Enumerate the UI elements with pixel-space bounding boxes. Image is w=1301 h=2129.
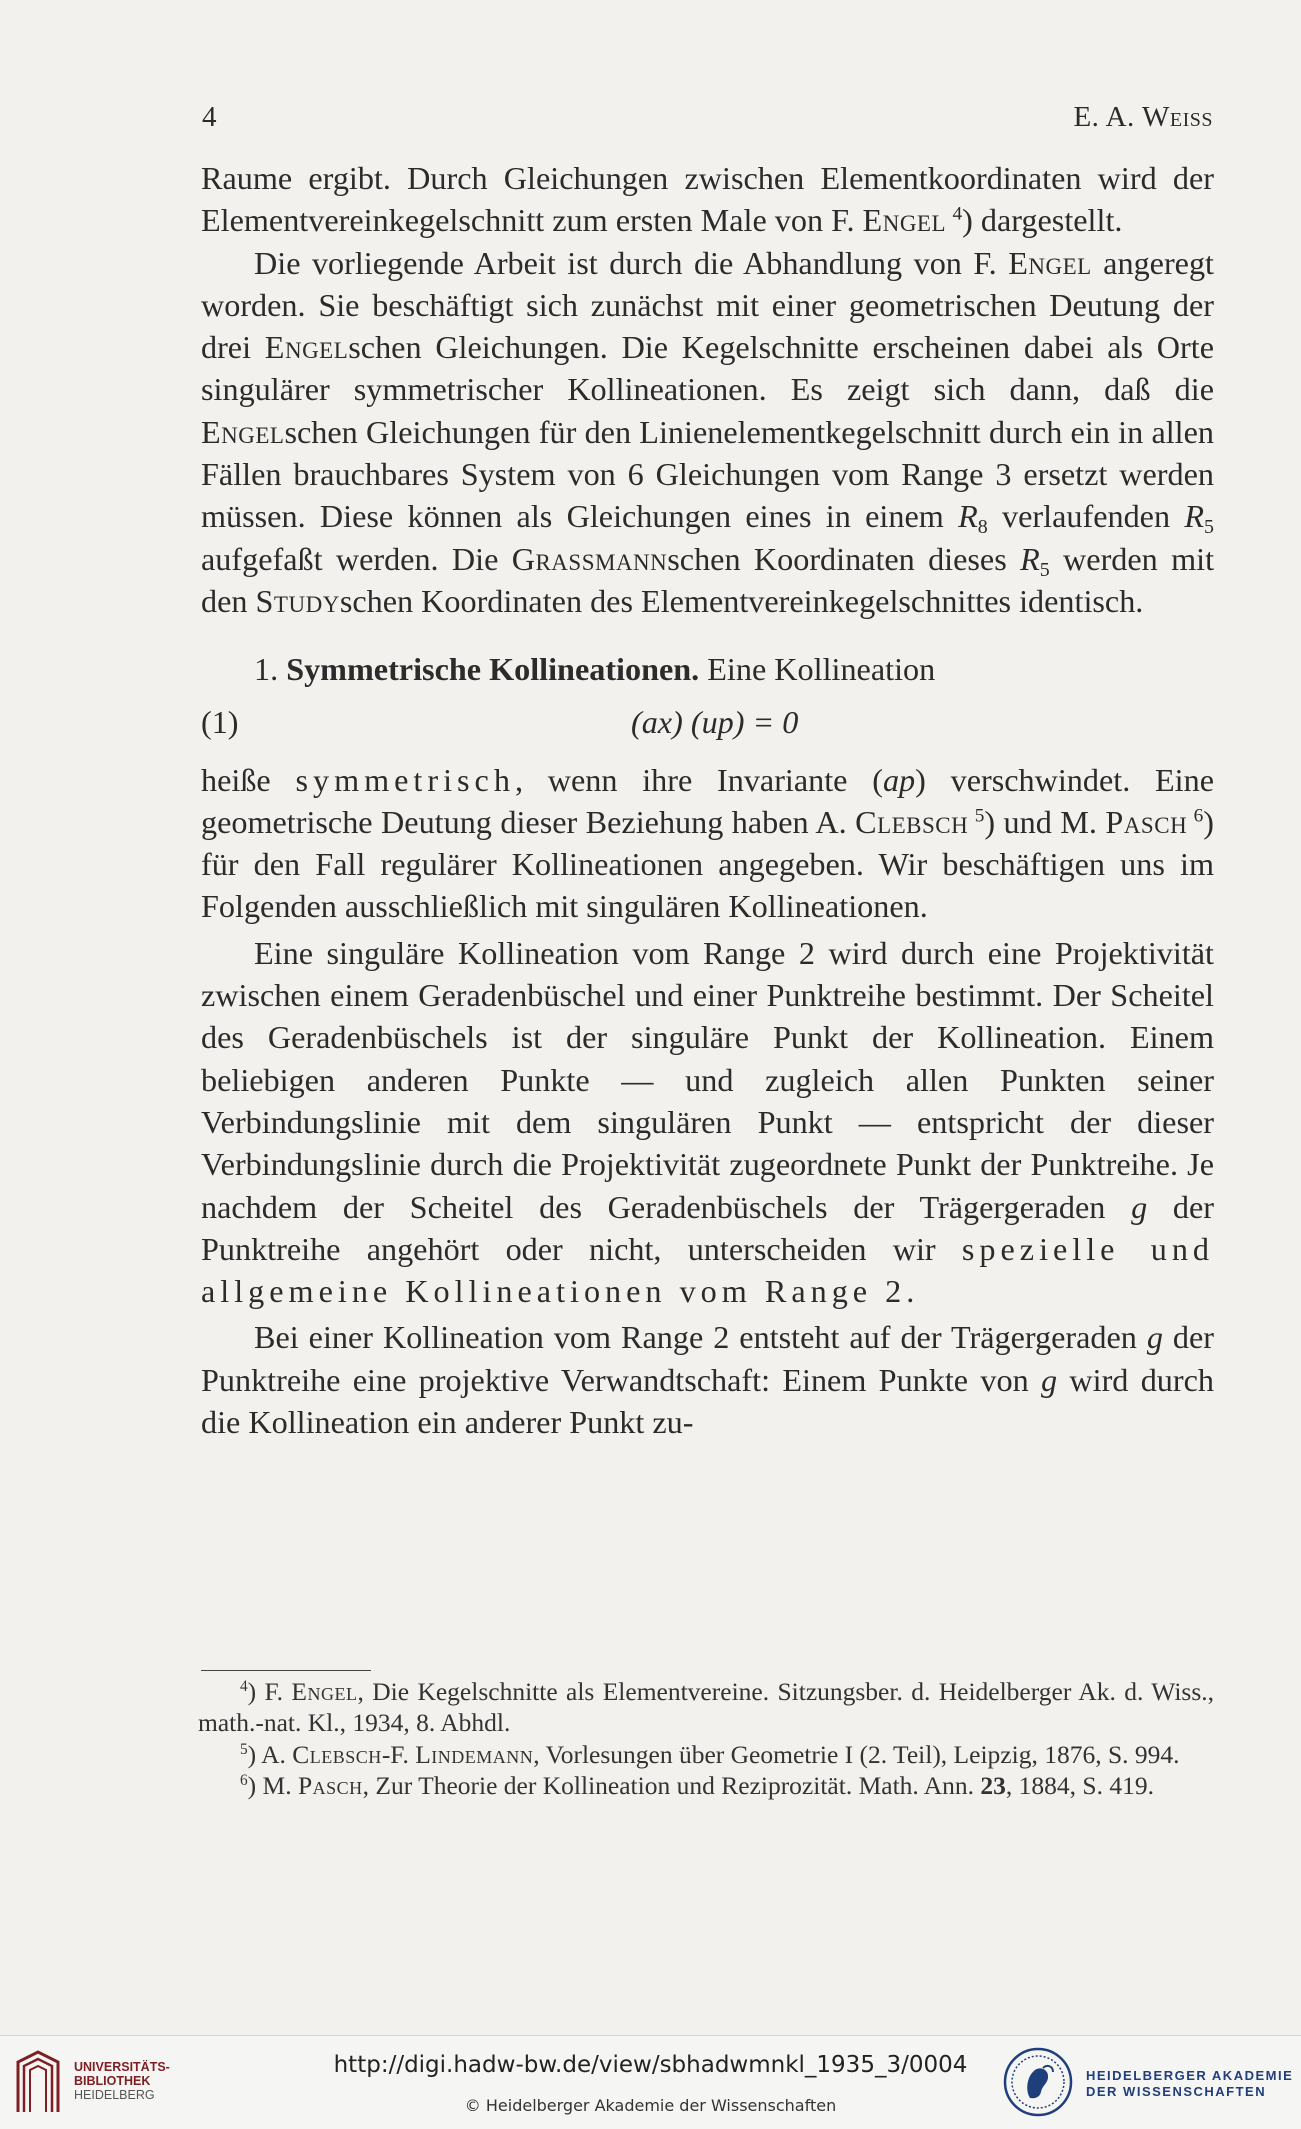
text: ) F. (247, 1677, 292, 1706)
paragraph-4 (201, 932, 1214, 1313)
footnote-4 (198, 1676, 1214, 1739)
body-text (201, 157, 1214, 1443)
akademie-seal-logo-icon[interactable] (1003, 2046, 1073, 2118)
text: Eine singuläre Kollineation vom Range 2 wird durch eine Projektivität zwischen einem Geradenbüschel und einer Punktreihe bestimmt. Der Scheitel des Geradenbüschels ist der singuläre Punkt der Kollineation. Einem beliebigen anderen Punkte — und zugleich allen Punkten seiner Verbindungslinie mit dem singulären Punkt — entspricht der dieser Verbindungslinie durch die Projektivität zugeordnete Punkt der Punktreihe. Je nachdem der Scheitel des Geradenbüschels der Trägergeraden (201, 934, 1214, 1225)
author-name: Lindemann (415, 1739, 534, 1769)
ub-line-1: UNIVERSITÄTS- (74, 2060, 170, 2074)
text: Die vorliegende Arbeit ist durch die Abhandlung von F. (254, 244, 1009, 281)
akademie-name (1086, 2068, 1293, 2100)
text: ) und M. (984, 803, 1106, 840)
math-symbol: R (1020, 540, 1040, 577)
akademie-line-1: HEIDELBERGER AKADEMIE (1086, 2068, 1294, 2083)
text: Eine Kollineation (699, 651, 936, 688)
text: der Punktreihe eine projektive Verwandtschaft: Einem Punkte von (201, 1319, 1214, 1398)
footnote-divider (201, 1670, 371, 1671)
math-symbol: g (1131, 1188, 1148, 1225)
spaced-emphasis: spezielle und allgemeine Kollineationen vom Range 2 (201, 1230, 1215, 1310)
section-title: Symmetrische Kollineationen. (286, 651, 700, 688)
text: ) verschwindet. Eine geometrische Deutung dieser Beziehung haben A. (201, 761, 1214, 840)
paragraph-5 (201, 1316, 1214, 1443)
ub-line-2: BIBLIOTHEK (74, 2074, 151, 2088)
copyright-notice: © Heidelberger Akademie der Wissenschaften (464, 2096, 837, 2115)
author-name: Engel (862, 202, 947, 239)
text: , 1884, S. 419. (1005, 1770, 1154, 1800)
page-number: 4 (202, 101, 217, 133)
section-heading (201, 648, 1214, 690)
author-name: Engel (201, 413, 285, 450)
equation-1 (201, 701, 1214, 743)
text: Bei einer Kollineation vom Range 2 entsteht auf der Trägergeraden (254, 1319, 1147, 1356)
running-head: E. A. Weiss (1073, 101, 1213, 133)
akademie-line-2: DER WISSENSCHAFTEN (1086, 2084, 1267, 2099)
math-symbol: g (1146, 1319, 1163, 1356)
math-symbol: R (1184, 498, 1205, 535)
equation-number: (1) (201, 703, 239, 740)
ub-line-3: HEIDELBERG (74, 2088, 155, 2102)
author-name: Engel (1008, 244, 1092, 281)
text: wird durch die Kollineation ein anderer Punkt zu- (201, 1361, 1214, 1441)
footnote-number: 6 (240, 1771, 248, 1789)
author-name: Clebsch (855, 803, 969, 840)
author-name: Pasch (1105, 803, 1188, 840)
math-subscript: 5 (1204, 516, 1215, 539)
text: -F. (381, 1739, 416, 1769)
math-symbol: R (958, 498, 978, 535)
text: ) für den Fall regulärer Kollineationen angegeben. Wir beschäftigen uns im Folgenden ausschließlich mit singulären Kollineationen. (201, 803, 1215, 925)
paragraph-3 (201, 759, 1214, 928)
section-number: 1. (254, 651, 279, 688)
text: werden mit den (201, 540, 1215, 619)
text: aufgefaßt werden. Die (201, 540, 512, 577)
text: , Vorlesungen über Geometrie I (2. Teil), Leipzig, 1876, S. 994. (533, 1739, 1180, 1769)
math-subscript: 5 (1039, 558, 1050, 581)
text: , Zur Theorie der Kollineation und Reziprozität. Math. Ann. (362, 1770, 981, 1800)
math-subscript: 8 (977, 516, 988, 539)
author-name: Engel (291, 1677, 358, 1706)
text: verlaufenden (987, 498, 1185, 535)
spaced-emphasis: symmetrisch (295, 761, 515, 798)
text: , wenn ihre Invariante ( (514, 761, 883, 798)
footnote-6 (198, 1770, 1214, 1801)
math-symbol: g (1041, 1361, 1058, 1398)
footnote-number: 4 (240, 1677, 248, 1695)
footnotes (198, 1676, 1214, 1801)
text: ) M. (247, 1770, 298, 1800)
equation-formula: (ax) (up) = 0 (631, 703, 799, 740)
text: . (906, 1273, 915, 1310)
text: ) dargestellt. (962, 202, 1123, 239)
text: schen Koordinaten des Elementvereinkegelschnittes identisch. (339, 582, 1144, 619)
permalink-url[interactable]: http://digi.hadw-bw.de/view/sbhadwmnkl_1935_3/0004 (333, 2052, 968, 2078)
math-symbol: ap (882, 761, 916, 798)
author-name: Clebsch (292, 1739, 382, 1769)
text: , Die Kegelschnitte als Elementvereine. Sitzungsber. d. Heidelberger Ak. d. Wiss., math.-nat. Kl., 1934, 8. Abhdl. (198, 1677, 1214, 1738)
text: Raume ergibt. Durch Gleichungen zwischen Elementkoordinaten wird der Elementvereinkegelschnitt zum ersten Male von F. (201, 160, 1214, 239)
footnote-number: 5 (240, 1740, 248, 1758)
author-name: Engel (264, 329, 349, 366)
text: heiße (201, 761, 296, 798)
footnote-5 (198, 1739, 1214, 1770)
footer-bar (0, 2035, 1301, 2129)
text: angeregt worden. Sie beschäftigt sich zunächst mit einer geometrischen Deutung der drei (201, 244, 1214, 366)
footnote-ref: 5 (974, 805, 985, 827)
footnote-ref: 4 (952, 203, 963, 225)
author-name: Study (255, 582, 340, 619)
footnote-ref: 6 (1193, 805, 1204, 827)
author-name: Pasch (297, 1770, 363, 1800)
paragraph-1 (201, 157, 1214, 242)
text: schen Koordinaten dieses (667, 540, 1021, 577)
author-name: Grassmann (511, 540, 668, 577)
volume-number: 23 (980, 1770, 1006, 1800)
text: der Punktreihe angehört oder nicht, unterscheiden wir (201, 1188, 1214, 1267)
text: ) A. (247, 1739, 293, 1769)
text: schen Gleichungen für den Linienelementkegelschnitt durch ein in allen Fällen brauchbares System von 6 Gleichungen vom Range 3 ersetzt werden müssen. Diese können als Gleichungen eines in einem (201, 413, 1214, 535)
paragraph-2 (201, 242, 1214, 623)
text: schen Gleichungen. Die Kegelschnitte erscheinen dabei als Orte singulärer symmetrischer Kollineationen. Es zeigt sich dann, daß die (201, 329, 1215, 408)
